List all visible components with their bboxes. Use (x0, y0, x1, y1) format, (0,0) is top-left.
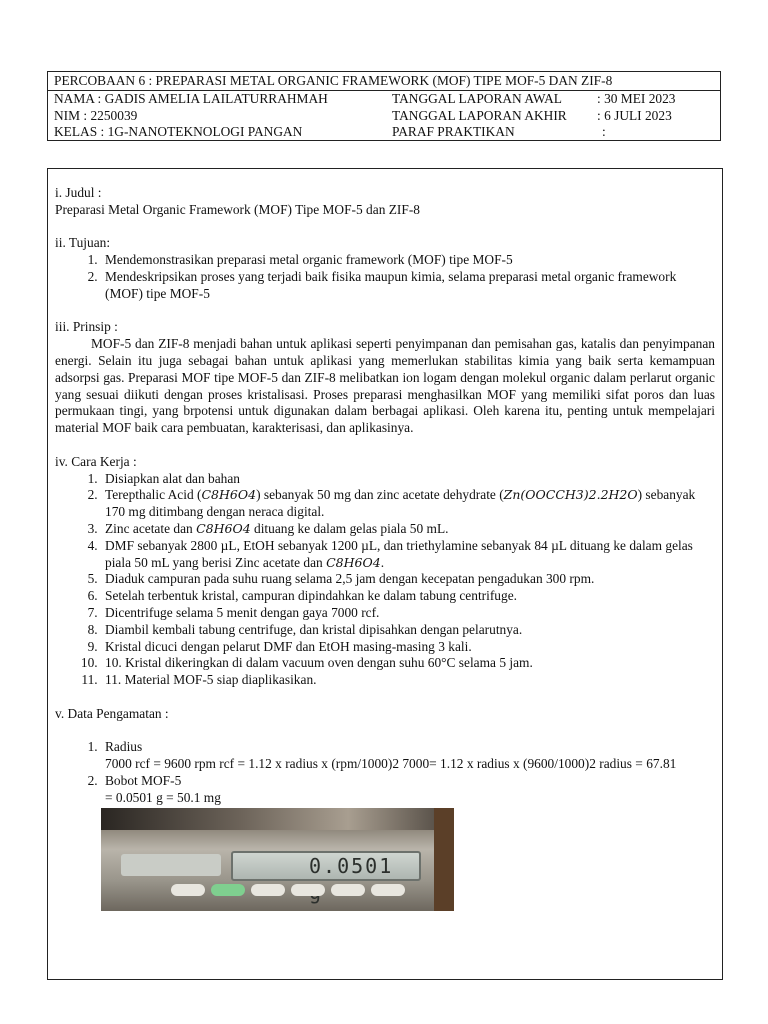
data-pengamatan-list (55, 739, 715, 806)
formula-terephthalic: C8H6O4 (196, 520, 251, 536)
formula-terephthalic: C8H6O4 (326, 554, 381, 570)
radius-text: 7000 rcf = 9600 rpm rcf = 1.12 x radius x (rpm/1000)2 7000= 1.12 x radius x (9600/1000)2 radius = 67.81 (105, 756, 677, 772)
nama-row (54, 91, 328, 107)
list-item: 9. Kristal dicuci dengan pelarut DMF dan EtOH masing-masing 3 kali. (101, 639, 715, 656)
experiment-title: PERCOBAAN 6 : PREPARASI METAL ORGANIC FRAMEWORK (MOF) TIPE MOF-5 DAN ZIF-8 (54, 73, 613, 88)
paraf-label: PARAF PRAKTIKAN (392, 124, 515, 139)
list-item (101, 739, 715, 773)
judul-heading: i. Judul : (55, 185, 102, 200)
tanggal-akhir-value: : 6 JULI 2023 (597, 108, 672, 123)
list-item: 2. Terepthalic Acid (C8H6O4) sebanyak 50 mg dan zinc acetate dehydrate (Zn(OOCCH3)2.2H2O) sebanyak 170 mg ditimbang dengan neraca digital. (101, 487, 715, 521)
kelas-label: KELAS : (54, 124, 105, 139)
nim-value: 2250039 (90, 108, 138, 123)
bobot-text: = 0.0501 g = 50.1 mg (105, 789, 221, 805)
kelas-row (54, 124, 302, 140)
balance-photo (101, 808, 454, 911)
nama-label: NAMA : (54, 91, 102, 106)
formula-terephthalic: C8H6O4 (201, 487, 257, 503)
list-item: 10. 10. Kristal dikeringkan di dalam vacuum oven dengan suhu 60°C selama 5 jam. (101, 655, 715, 672)
list-item: 1. Mendemonstrasikan preparasi metal organic framework (MOF) tipe MOF-5 (101, 252, 715, 269)
prinsip-text: MOF-5 dan ZIF-8 menjadi bahan untuk aplikasi seperti penyimpanan dan pemisahan gas, katalis dan penyimpanan energi. Selain itu juga sebagai bahan untuk aplikasi yang memerlukan stabilitas kimia yang baik serta kemampuan adsorpsi gas. Preparasi MOF tipe MOF-5 dan ZIF-8 melibatkan ion logam dengan molekul organic dalam perlarut organic yang sesuai diikuti dengan proses kristalisasi. Proses preparasi menghasilkan MOF yang memiliki sifat poros dan luas permukaan tingi, yang brpotensi untuk digunakan dalam berbagai aplikasi. Oleh karena itu, penting untuk mempelajari material MOF baik cara pembuatan, karakterisasi, dan aplikasinya. (55, 336, 715, 436)
list-item: 4. DMF sebanyak 2800 µL, EtOH sebanyak 1200 µL, dan triethylamine sebanyak 84 µL dituang ke dalam gelas piala 50 mL yang berisi Zinc acetate dan C8H6O4. (101, 538, 715, 572)
report-body (47, 168, 723, 980)
cara-kerja-list (55, 471, 715, 689)
list-item: 5. Diaduk campuran pada suhu ruang selama 2,5 jam dengan kecepatan pengadukan 300 rpm. (101, 571, 715, 588)
list-item: 1. Disiapkan alat dan bahan (101, 471, 715, 488)
tanggal-awal-row (392, 91, 675, 107)
paraf-row (392, 124, 606, 140)
cara-kerja-heading: iv. Cara Kerja : (55, 453, 137, 469)
tanggal-akhir-row (392, 108, 672, 124)
bobot-label: 2. Bobot MOF-5 (105, 772, 182, 788)
tujuan-heading: ii. Tujuan: (55, 235, 111, 251)
kelas-value: 1G-NANOTEKNOLOGI PANGAN (107, 124, 303, 139)
list-item: 7. Dicentrifuge selama 5 menit dengan gaya 7000 rcf. (101, 605, 715, 622)
nama-value: GADIS AMELIA LAILATURRAHMAH (104, 91, 328, 106)
nim-label: NIM : (54, 108, 88, 123)
list-item: 2. Mendeskripsikan proses yang terjadi baik fisika maupun kimia, selama preparasi metal organic framework (MOF) tipe MOF-5 (101, 269, 715, 303)
data-pengamatan-heading: v. Data Pengamatan : (55, 705, 169, 721)
judul-text: Preparasi Metal Organic Framework (MOF) Tipe MOF-5 dan ZIF-8 (55, 201, 420, 217)
nim-row (54, 108, 137, 124)
list-item: 6. Setelah terbentuk kristal, campuran dipindahkan ke dalam tabung centrifuge. (101, 588, 715, 605)
list-item: 11. 11. Material MOF-5 siap diaplikasikan. (101, 672, 715, 689)
radius-label: 1. Radius (105, 739, 143, 755)
tanggal-akhir-label: TANGGAL LAPORAN AKHIR (392, 108, 567, 123)
prinsip-heading: iii. Prinsip : (55, 319, 118, 335)
list-item: 3. Zinc acetate dan C8H6O4 dituang ke dalam gelas piala 50 mL. (101, 521, 715, 538)
tanggal-awal-value: : 30 MEI 2023 (597, 91, 676, 106)
paraf-value: : (602, 124, 606, 139)
tanggal-awal-label: TANGGAL LAPORAN AWAL (392, 91, 562, 106)
report-header (47, 71, 721, 141)
balance-display: 0.0501 (231, 851, 421, 881)
list-item (101, 773, 715, 807)
formula-zinc-acetate: Zn(OOCCH3)2.2H2O (503, 487, 638, 503)
list-item: 8. Diambil kembali tabung centrifuge, dan kristal dipisahkan dengan pelarutnya. (101, 622, 715, 639)
tujuan-list (55, 252, 715, 302)
